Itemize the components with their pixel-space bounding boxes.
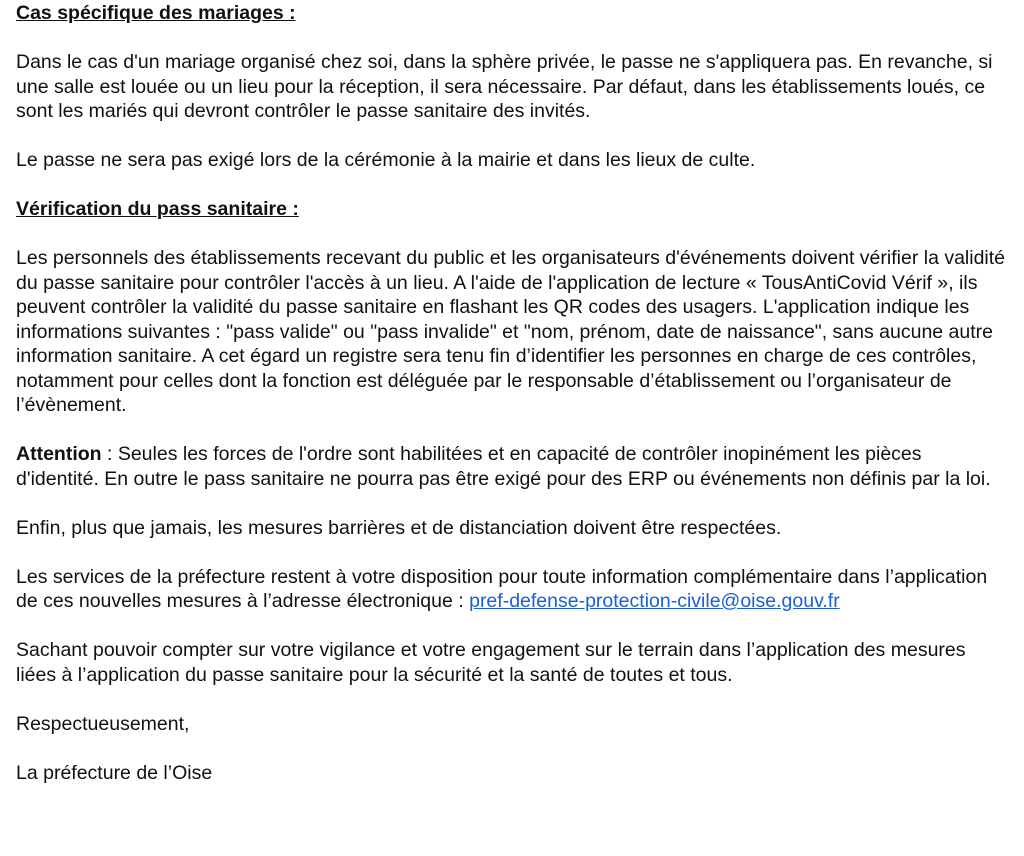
- weddings-paragraph-2: Le passe ne sera pas exigé lors de la cérémonie à la mairie et dans les lieux de culte.: [16, 149, 756, 171]
- weddings-paragraph-1: Dans le cas d'un mariage organisé chez soi, dans la sphère privée, le passe ne s'appliquera pas. En revanche, si une salle est louée ou un lieu pour la réception, il sera nécessaire. Par défaut, dans les établissements loués, ce sont les mariés qui devront contrôler le passe sanitaire des invités.: [16, 51, 993, 122]
- verification-section-title: Vérification du pass sanitaire :: [16, 198, 299, 220]
- attention-text: : Seules les forces de l'ordre sont habilitées et en capacité de contrôler inopinément les pièces d'identité. En outre le pass sanitaire ne pourra pas être exigé pour des ERP ou événements non définis par la loi.: [16, 443, 991, 490]
- services-text: Les services de la préfecture restent à votre disposition pour toute information complémentaire dans l’application de ces nouvelles mesures à l’adresse électronique :: [16, 565, 988, 612]
- attention-label: Attention: [16, 443, 102, 465]
- services-paragraph: [16, 565, 1008, 614]
- closing-paragraph: Sachant pouvoir compter sur votre vigilance et votre engagement sur le terrain dans l’application des mesures liées à l’application du passe sanitaire pour la sécurité et la santé de toutes et tous.: [16, 639, 966, 686]
- verification-paragraph: Les personnels des établissements recevant du public et les organisateurs d'événements doivent vérifier la validité du passe sanitaire pour contrôler l'accès à un lieu. A l'aide de l'application de lecture « TousAntiCovid Vérif », ils peuvent contrôler la validité du passe sanitaire en flashant les QR codes des usagers. L'application indique les informations suivantes : "pass valide" ou "pass invalide" et "nom, prénom, date de naissance", sans aucune autre information sanitaire. A cet égard un registre sera tenu fin d’identifier les personnes en charge de ces contrôles, notamment pour celles dont la fonction est déléguée par le responsable d’établissement ou l’organisateur de l’évènement.: [16, 247, 1006, 416]
- barrier-measures-paragraph: Enfin, plus que jamais, les mesures barrières et de distanciation doivent être respectées.: [16, 516, 782, 539]
- attention-paragraph: [16, 442, 1008, 491]
- salutation: Respectueusement,: [16, 712, 190, 735]
- contact-email-link[interactable]: pref-defense-protection-civile@oise.gouv.fr: [469, 590, 840, 612]
- signature: La préfecture de l’Oise: [16, 761, 213, 784]
- weddings-section-title: Cas spécifique des mariages :: [16, 2, 296, 24]
